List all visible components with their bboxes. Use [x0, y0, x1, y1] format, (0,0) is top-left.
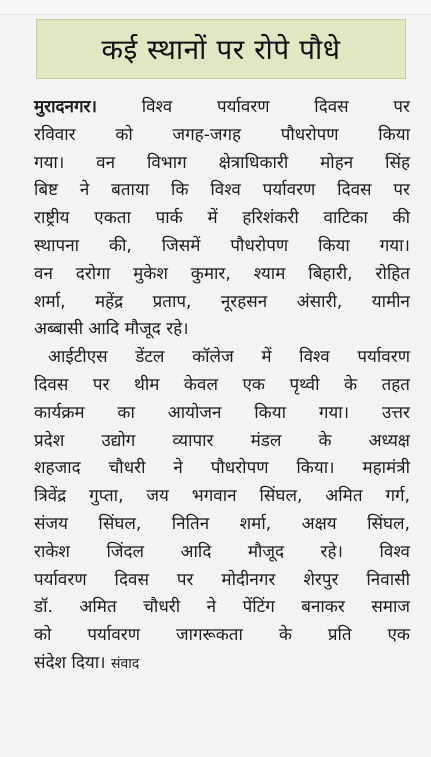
article-body — [34, 94, 410, 678]
page-top-edge — [0, 0, 431, 15]
headline-box — [36, 19, 406, 79]
article-line: राष्ट्रीय एकता पार्क में हरिशंकरी वाटिका की — [34, 208, 410, 229]
article-line: रविवार को जगह-जगह पौधरोपण किया — [34, 124, 410, 145]
article-line-text: संदेश दिया। — [34, 652, 106, 673]
article-line: आईटीएस डेंटल कॉलेज में विश्व पर्यावरण — [48, 347, 410, 368]
article-line: स्थापना की, जिसमें पौधरोपण किया गया। — [34, 235, 410, 256]
article-line — [34, 94, 410, 122]
article-line — [34, 650, 410, 678]
article-line: शर्मा, महेंद्र प्रताप, नूरहसन अंसारी, यामीन — [34, 291, 410, 312]
headline: कई स्थानों पर रोपे पौधे — [101, 33, 341, 66]
article-line-text: विश्व पर्यावरण दिवस पर — [141, 97, 411, 117]
article-line: राकेश जिंदल आदि मौजूद रहे। विश्व — [34, 541, 410, 562]
article-line: डॉ. अमित चौधरी ने पेंटिंग बनाकर समाज — [34, 597, 410, 618]
article-line: अब्बासी आदि मौजूद रहे। — [34, 319, 189, 340]
article-line: पर्यावरण दिवस पर मोदीनगर शेरपुर निवासी — [34, 569, 410, 590]
paragraph-1 — [34, 94, 410, 344]
article-line: बिष्ट ने बताया कि विश्व पर्यावरण दिवस पर — [34, 180, 410, 201]
article-line: को पर्यावरण जागरूकता के प्रति एक — [34, 625, 410, 646]
paragraph-2 — [34, 344, 410, 678]
article-line: गया। वन विभाग क्षेत्राधिकारी मोहन सिंह — [34, 152, 410, 173]
article-line: संजय सिंघल, नितिन शर्मा, अक्षय सिंघल, — [34, 513, 410, 534]
article-line: कार्यक्रम का आयोजन किया गया। उत्तर — [34, 402, 410, 423]
article-line: त्रिवेंद्र गुप्ता, जय भगवान सिंघल, अमित गर्ग, — [34, 486, 410, 507]
article-line: दिवस पर थीम केवल एक पृथ्वी के तहत — [34, 374, 410, 395]
article-line: शहजाद चौधरी ने पौधरोपण किया। महामंत्री — [34, 458, 410, 479]
dateline: मुरादनगर। — [34, 97, 97, 117]
article-line: प्रदेश उद्योग व्यापार मंडल के अध्यक्ष — [34, 430, 410, 451]
byline: संवाद — [111, 655, 140, 672]
article-line: वन दरोगा मुकेश कुमार, श्याम बिहारी, रोहित — [34, 263, 410, 284]
